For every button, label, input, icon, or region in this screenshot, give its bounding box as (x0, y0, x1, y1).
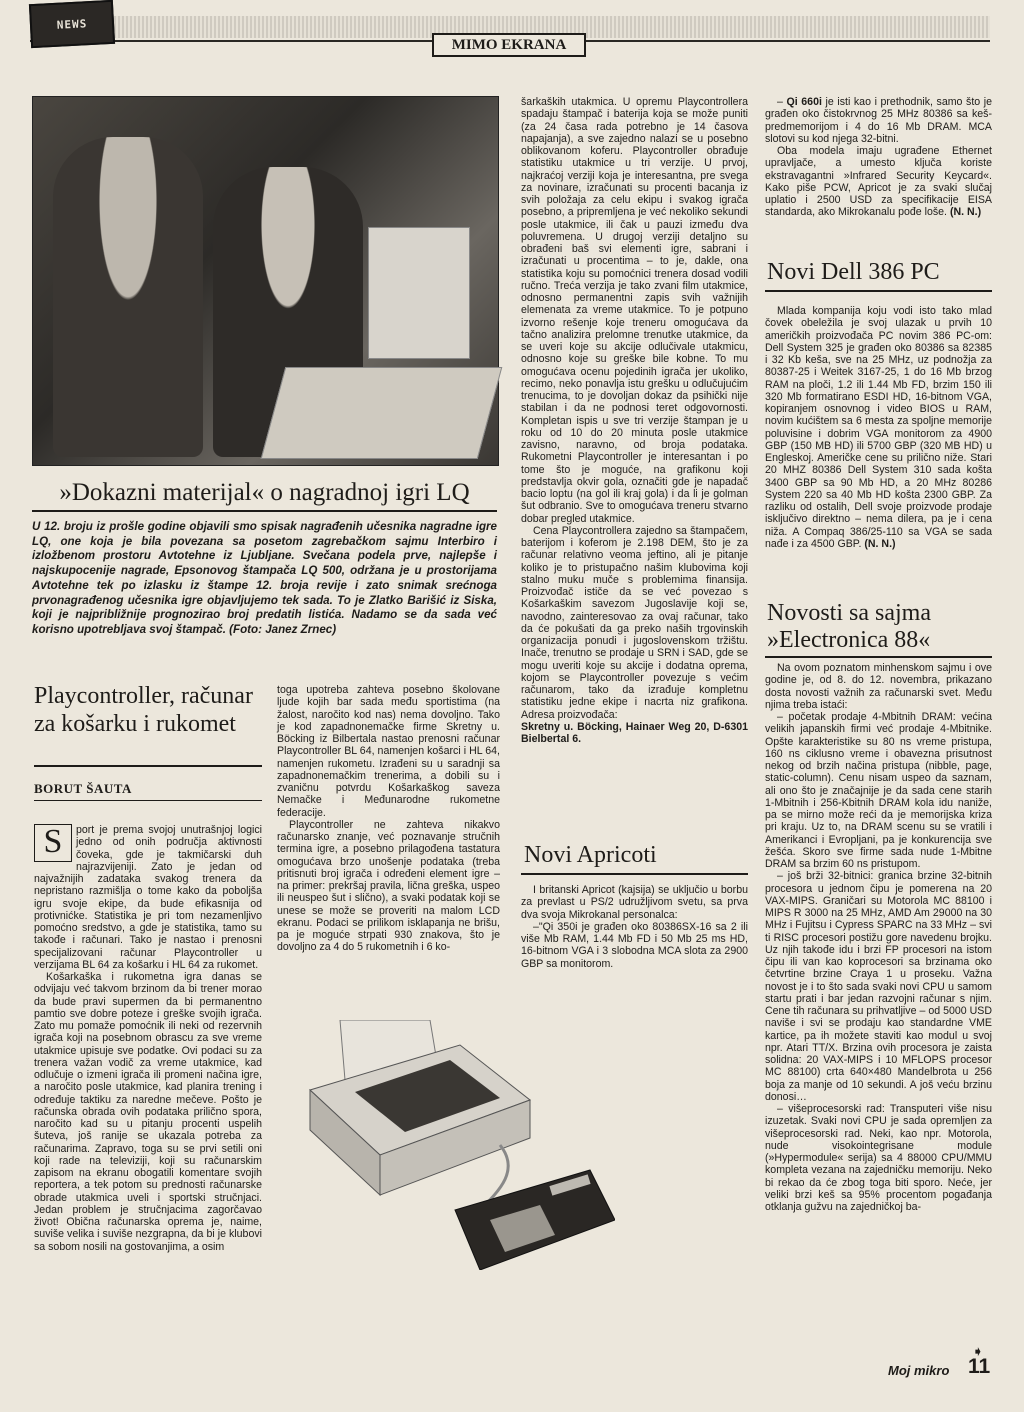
model-desc: je isti kao i prethodnik, samo što je građen oko čistokrvnog 25 MHz 80386 sa keš-predmemorijom i 4 do 16 Mb DRAM. MCA slotovi su kod njega 32-bitni. (765, 96, 993, 145)
photo-person-left (53, 137, 203, 457)
electronica-title-line-2: »Electronica 88« (767, 627, 931, 653)
body-paragraph: port je prema svojoj unutrašnjoj logici jedno od onih područja aktivnosti čoveka, gde je takmičarski duh najrazvijeniji. Zato je jedan od najvažnijih zadataka svakog trenera da nepristano razmišlja o tome kako da poboljša igru svoje ekipe, da bude efikasnija od protivnićke. Statistika je pri tom nezamenljivo pomoćno sredstvo, a gde je statistika, tamo su takođe i računari. Tako je nastao i prenosni specijalizovani računar Playcontroller u verzijama BL 64 za košarku i HL 64 za rukomet. (34, 824, 262, 971)
body-paragraph (765, 145, 992, 219)
playcontroller-printer-image (300, 1020, 615, 1270)
apricot-title-rule (521, 873, 748, 875)
body-paragraph: Playcontroller ne zahteva nikakvo računarsko znanje, već poznavanje stručnih termina igre, a posebno prilagođena tastatura omogućava brzo unošenje podataka (treba pritisnuti broj igrača i određeni element igre – na primer: prekršaj pravila, lična greška, uspeo ili neuspeo šut i slično), a svaki podatak koji se unese se može se proveriti na malom LCD ekranu. Podaci se prilikom isklapanja ne brišu, pa je moguće strpati 930 znakova, što je dovoljno za 4 do 5 rukometnih i 6 ko- (277, 818, 500, 954)
playcontroller-column-3 (521, 96, 748, 745)
electronica-title-rule (765, 656, 992, 658)
para-text: Oba modela imaju ugrađene Ethernet upravljače, a umesto ključa koriste ekstravagantni »Infrared Security Keycard«. Kako piše PCW, Apricot je za svaki slučaj uplatio i 2500 USD za specifikacije EISA standarda, ako Mikrokanalu pođe loše. (765, 145, 992, 219)
photo-lede: U 12. broju iz prošle godine objavili smo spisak nagrađenih učesnika nagradne igre LQ, one koja je bila povezana sa posetom zagrebačkom sajmu Interbiro i izložbenom prostoru Avtotehne iz Ljubljane. Svečana podela prve, najlepše i najskupocenije nagrade, Epsonovog štampača LQ 500, održana je u prostorijama Avtotehne tek po izlasku iz štampe 12. broja revije i zato snimak srećnoga prvonagrađenog učesnika igre objavljujemo tek sada. To je Zlatko Barišić iz Siska, koji je najpribližnije prognozirao broj predatih listića. Nadamo se da sada već korisno upotrebljava svoj štampač. (Foto: Janez Zrnec) (32, 520, 497, 636)
section-label: MIMO EKRANA (432, 33, 586, 57)
playcontroller-author-rule (34, 800, 262, 801)
magazine-brand: Moj mikro (888, 1363, 950, 1378)
apricot-body-cont (765, 96, 992, 219)
dell-body (765, 305, 992, 550)
caption-rule (32, 510, 497, 512)
electronica-body (765, 662, 992, 1213)
photo-papers (261, 367, 503, 459)
continue-arrow-icon: ➧ (972, 1343, 984, 1359)
electronica-title-line-1: Novosti sa sajma (767, 600, 931, 626)
manufacturer-address: Skretny u. Böcking, Hainaer Weg 20, D-6301 Bielbertal 6. (521, 720, 748, 745)
apricot-title: Novi Apricoti (524, 842, 657, 868)
body-paragraph (765, 305, 992, 550)
body-paragraph: –"Qi 350i je građen oko 80386SX-16 sa 2 ili više Mb RAM, 1.44 Mb FD i 50 Mb 25 ms HD, 16-bitnom VGA i 3 slobodna MCA slota za 2900 GBP sa monitorom. (521, 920, 748, 970)
award-photo (32, 96, 499, 466)
dropcap: S (34, 824, 72, 862)
photo-printer-box (368, 227, 470, 359)
page-number: 11 (968, 1355, 991, 1378)
body-paragraph: I britanski Apricot (kajsija) se uključio u borbu za prevlast u PS/2 udružljivom svetu, sa prva dva svoja Mikrokanal personalca: (521, 884, 748, 921)
model-name: Qi 660i (786, 96, 822, 108)
body-paragraph: toga upotreba zahteva posebno školovane ljude kojih bar sada među sportistima (na žalost, naročito kod nas) nema dovoljno. Tako je kod zapadnonemačke firme Skretny u. Böcking iz Bilbertala nastao prenosni računar Playcontroller BL 64, namenjen košarci i HL 64, namenjen rukometu. Izrađeni su u saradnji sa zapadnonemačkim trenerima, a dobili su i zvaničnu potvrdu Košarkaškog saveza Nemačke i Međunarodne rukometne federacije. (277, 684, 500, 819)
signature: (N. N.) (949, 206, 982, 219)
playcontroller-title-rule (34, 765, 262, 767)
playcontroller-title: Playcontroller, računar za košarku i rukomet (34, 683, 253, 737)
photo-caption-title: »Dokazni materijal« o nagradnoj igri LQ (59, 479, 470, 506)
signature: (N. N.) (864, 537, 896, 550)
playcontroller-column-2 (277, 684, 500, 954)
logo-text: NEWS (56, 16, 88, 32)
dash: – (777, 96, 787, 108)
body-paragraph: – višeprocesorski rad: Transputeri više nisu izuzetak. Svaki novi CPU je sada opremljen za višeprocesorski rad. Neki, kao npr. Motorola, nude visokointegrisane module (»Hypermodule« serija) sa 4 88000 CPU/MMU kompleta vezana na zajedničku memoriju. Neko bi rekao da će zbog toga biti sporo. Neće, jer veliki brzi keš sa 95% procentom pogađanja otklanja gužvu na zajedničkoj ba- (765, 1103, 992, 1213)
playcontroller-author: BORUT ŠAUTA (34, 781, 132, 796)
body-paragraph (765, 96, 992, 145)
body-paragraph: – početak prodaje 4-Mbitnih DRAM: većina velikih japanskih firmi već prodaje 4-Mbitnike. Opšte karakteristike su 80 ns vreme pristupa, 160 ns ciklusno vreme i obavezna prisutnost nekog od brzih načina pristupa (nibble, page, static-column). Cenu nisam uspeo da saznam, ali ono što je značajnije je da sada cene starih 1-Mbitnih i 256-Kbitnih DRAM kola idu naniže, pa se mirno može reći da je memorijska kriza pri kraju. Uz to, na DRAM scenu su se vratili i Amerikanci i Evropljani, pa je konkurencija sve žešća. Skoro sve firme sada nude 1-Mbitne DRAM sa brzim 60 ns pristupom. (765, 711, 992, 870)
news-logo-icon (29, 0, 115, 48)
body-paragraph: Na ovom poznatom minhenskom sajmu i ove godine je, od 8. do 12. novembra, prikazano dosta novosti važnih za računarski svet. Među njima treba istaći: (765, 662, 992, 711)
body-paragraph: Košarkaška i rukometna igra danas se odvijaju već takvom brzinom da bi trener morao da bude pravi supermen da bi permanentno pamtio sve dobre poteze i greške svojih igrača. Zato mu pomaže pomoćnik ili neki od rezervnih igrača koji na posebnom obrascu za sve vreme utakmice upisuje sve podatke. Ovi podaci su za trenera važan vodič za vreme utakmice, kad odlučuje o izmeni igrača ili promeni načina igre, a naročito posle utakmice, kad planira trening i određuje taktiku za naredne mečeve. Pošto je računska obrada ovih podataka prilično spora, naročito kad su u pitanju procenti uspelih šuteva, još ranije se ukazala potreba za računarima. Zapravo, toga su se prvi setili oni koji rade na televiziji, koji su računarskim zapisom na ekranu obogatili komentare svojih reportera, a tek potom su prednosti računarske obrade utakmica uveli i sportski stručnjaci. Jedan problem je stručnjacima zagorčavao život! Obična računarska oprema je, naime, suviše velika i suviše nezgrapna, da bi je klubovi sa sobom nosili na gostovanjima, a osim (34, 971, 262, 1253)
dell-title-rule (765, 290, 992, 292)
electronica-title (767, 600, 992, 654)
body-paragraph: Cena Playcontrollera zajedno sa štampačem, baterijom i koferom je 2.198 DEM, što je za računar relativno veoma jeftino, ali je pitanje koliko je to pristupačno našim klubovima koji stalno muku muče s problemima finansija. Proizvođač ističe da se već povezao s Košarkaškim savezom Jugoslavije koji se, navodno, zainteresovao za ovaj računar, tako da će pokušati da ga preko naših trgovinskih organizacija ponudi i jugoslovenskom tržištu. Inače, trenutno se prodaje u SRN i SAD, gde se mogu uveriti koje su akcije i dodatna oprema, kojom se Playcontroller povezuje s većim računarom, tako da izrađuje kompletnu statistiku jedne ekipe i nacrta niz grafikona. Adresa proizvođača: (521, 524, 748, 721)
playcontroller-column-1 (34, 824, 262, 1253)
body-paragraph: – još brži 32-bitnici: granica brzine 32-bitnih procesora u jednom čipu je pomerena na 20 VAX-MIPS. Graničari su Motorola MC 88100 i MIPS R 3000 na 25 MHz, AMD Am 29000 na 30 MHz i Fujitsu i Cypress SPARC na 33 MHz – svi ti RISC procesori postižu gore navedenu brojku. Uz njih takođe idu i brzi FP procesori na istom čipu ili van kao koprocesori sa brzinama oko četvrtine brzine Craya 1 u proseku. Važna novost je i to što sada svaki novi CPU u samom startu prati i bar jedan razvojni računar s njim. Cene tih računara su prihvatljive – od 5000 USD naviše i svi se prodaju kao standardne VME kartice, pa ih možete staviti kao modul u svoj npr. Atari TT/X. Brzina ovih procesora je zaista solidna: 20 VAX-MIPS i 10 MFLOPS procesor MC 88100) crta 640×480 Mandelbrota u 256 boja za manje od 10 sekundi. A još veću brzinu donosi… (765, 870, 992, 1103)
apricot-body-start (521, 884, 748, 970)
body-paragraph: šarkaških utakmica. U opremu Playcontrollera spadaju štampač i baterija koja se može puniti (za 24 časa rada potrebno je 14 časova napajanja), a sve zajedno nalazi se u posebno oblikovanom koferu. Playcontroller obrađuje statistiku utakmice u tri verzije. U prvoj, najkraćoj verziji koja je interesantna, pre svega za novinare, izračunati su procenti bacanja iz svih položaja za celu ekipu i svakog igrača posebno, a pripremljena je već nekoliko sekundi posle utakmice, ili čak u pauzi između dva poluvremena. U drugoj verziji detaljno su obrađeni baš svi elementi igre, sabrani i izračunati u procentima – to je, dakle, ona statistika koju su pomoćnici trenera dosad vodili ručno. Treća verzija je tako zvani film utakmice, odnosno permanentni zapis svih važnijih elemenata za vreme utakmice. To je potpuno izvorno rešenje koje treneru omogućava da tačno analizira prelomne trenutke utakmice, da se uveri koje su akcije odlučivale utakmicu, odnosno koje su greške bile kobne. To mu omogućava ocenu pojedinih igrača jer ukoliko, recimo, neko ponavlja istu grešku u odlučujućim trenucima, to je dovoljan dokaz da psihički nije stabilan i da ne podnosi teret odgovornosti. Kompletan ispis u sve tri verzije štampan je u roku od 10 do 20 minuta posle utakmice zavisno, naravno, od broja podataka. Rukometni Playcontroller je interesantan i po tome što je moguće, na grafikonu koji predstavlja okvir gola, označiti gde je napadač bacio loptu (na gol ili kraj gola) i da li je golman šut odbranio. Sve to omogućava treneru stvarno dobar pregled utakmice. (521, 96, 748, 525)
dell-title: Novi Dell 386 PC (767, 259, 940, 285)
para-text: Mlada kompanija koju vodi isto tako mlad čovek obeležila je svoj ulazak u prvih 10 američkih proizvođača PC novim 386 PC-om: Dell System 325 je građen oko 80386 sa 82385 i 32 Kb keša, sve na 25 MHz, uz podnožja za 80387-25 i Weitek 3167-25, 1 do 16 Mb brzog RAM na ploči, 1.2 ili 1.44 Mb FD, brzim 150 ili 320 Mb formatirano ESDI HD, 16-bitnom VGA, kopiranjem osnovnog i video BIOS u RAM, novim kućištem sa 6 mesta za spoljne memorije poluvisine i dobrim VGA monitorom za 4900 GBP (150 MB HD) ili 5700 GBP (320 MB HD) u Engleskoj. Američke cene su prilično niže. Stari 20 MHZ 80386 Dell System 310 sada košta 3400 GBP sa 90 Mb HD, a 20 MHz 80286 System 220 sa 40 Mb HD košta 2300 GBP. Za razliku od ostalih, Dell svoje proizvode prodaje isključivo direktno – nema dilera, pa je i cena niža. A Compaq 386/25-110 sa VGA se sada nađe i za 4500 GBP. (765, 305, 992, 550)
